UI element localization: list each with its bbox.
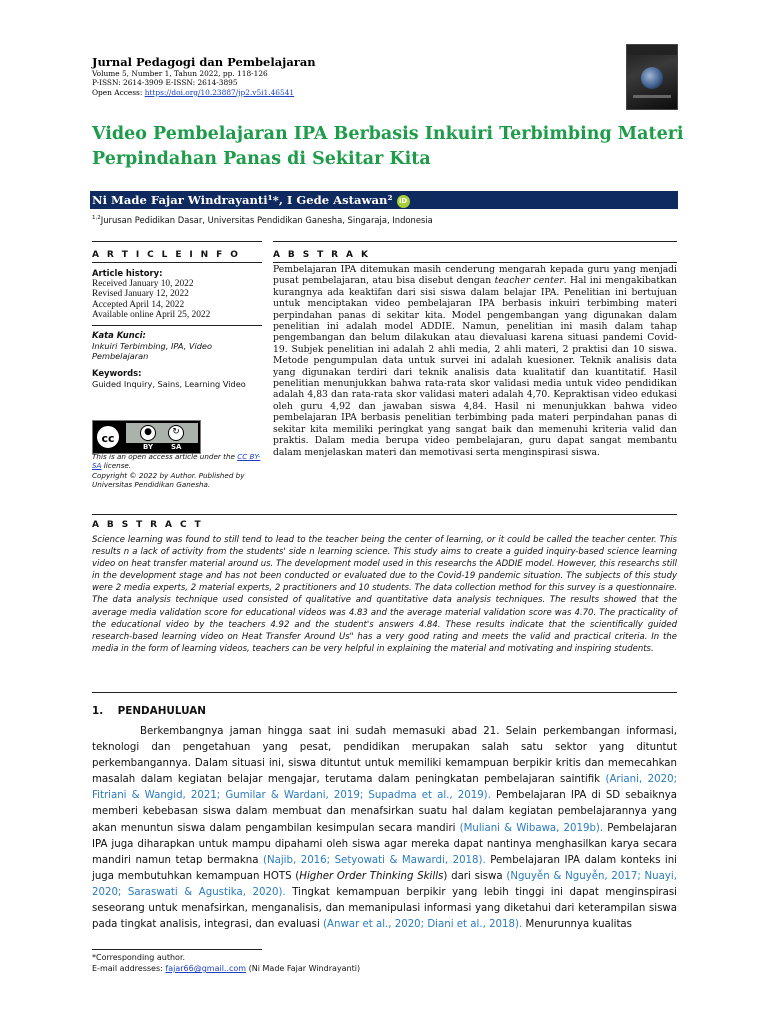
journal-cover-image <box>626 44 678 110</box>
citation[interactable]: (Najib, 2016; Setyowati & Mawardi, 2018). <box>263 854 486 866</box>
section-heading: 1. PENDAHULUAN <box>92 705 206 717</box>
kata-kunci-label: Kata Kunci: <box>92 329 146 340</box>
affiliation-number: 1,2 <box>92 215 101 221</box>
footnote: *Corresponding author. E-mail addresses: fajar66@gmail..com (Ni Made Fajar Windrayanti) <box>92 952 677 974</box>
history-label: Article history: <box>92 268 163 278</box>
divider <box>273 262 677 263</box>
journal-name: Jurnal Pedagogi dan Pembelajaran <box>92 55 316 69</box>
citation[interactable]: (Ariani, 2020; Fitriani & Wangid, 2021; Gumilar & Wardani, 2019; Supadma et al., 2019). <box>92 774 678 802</box>
received-date: Received January 10, 2022 <box>92 279 194 289</box>
affiliation-text: Jurusan Pedidikan Dasar, Universitas Pendidikan Ganesha, Singaraja, Indonesia <box>100 214 433 225</box>
person-icon: ● <box>140 425 156 441</box>
accepted-date: Accepted April 14, 2022 <box>92 299 185 310</box>
journal-volume: Volume 5, Number 1, Tahun 2022, pp. 118-126 <box>92 69 268 78</box>
journal-issn: P-ISSN: 2614-3909 E-ISSN: 2614-3895 <box>92 78 238 88</box>
keywords: Guided Inquiry, Sains, Learning Video <box>92 379 246 390</box>
body-text: Berkembangnya jaman hingga saat ini sudah memasuki abad 21. Selain perkembangan informasi, teknologi dan pengetahuan yang pesat, pendidikan merupakan salah satu sektor yang dituntut perkembangannya. Dalam situasi ini, siswa dituntut untuk memiliki kemampuan berpikir kritis dan memecahkan masalah dalam kegiatan belajar mengajar, terutama dalam peningkatan pembelajaran saintifik (Ariani, 2020; Fitriani & Wangid, 2021; Gumilar & Wardani, 2019; Supadma et al., 2019). Pembelajaran IPA di SD sebaiknya memberi kebebasan siswa dalam membuat dan menafsirkan suatu hal dalam kegiatan pembelajarannya yang akan menuntun siswa dalam pengambilan kesimpulan secara mandiri (Muliani & Wibawa, 2019b). Pembelajaran IPA juga diharapkan untuk mampu dipahami oleh siswa agar mereka dapat nantinya menghasilkan karya secara mandiri namun tetap bermakna (Najib, 2016; Setyowati & Mawardi, 2018). Pembelajaran IPA dalam konteks ini juga membutuhkan kemampuan HOTS (Higher Order Thinking Skills) dari siswa (Nguyễn & Nguyễn, 2017; Nuayi, 2020; Saraswati & Agustika, 2020). Tingkat kemampuan berpikir yang lebih tinggi ini dapat menginspirasi seseorang untuk menafsirkan, menganalisis, dan memanipulasi informasi yang diketahui dari keterampilan siswa pada tingkat analisis, integrasi, dan evaluasi (Anwar et al., 2020; Diani et al., 2018). Menurunnya kualitas <box>92 726 678 931</box>
divider <box>92 241 262 242</box>
revised-date: Revised January 12, 2022 <box>92 289 189 300</box>
corresponding-author: *Corresponding author. <box>92 953 186 962</box>
abstrak-text: Pembelajaran IPA ditemukan masih cenderung mengarah kepada guru yang menjadi pusat pembelajaran, atau bisa disebut dengan teacher center. Hal ini mengakibatkan kurangnya ada keaktifan dari sisi siswa dalam belajar IPA. Penelitian ini bertujuan untuk menciptakan video pembelajaran IPA berbasis inkuiri terbimbing materi perpindahan panas di sekitar kita. Model pengembangan yang digunakan dalam penelitian ini adalah model ADDIE. Namun, penelitian ini masih dalam tahap pengembangan dan belum dilakukan atau dievaluasi karena situasi pandemi Covid-19. Subjek penelitian ini adalah 2 ahli media, 2 ahli materi, 2 praktisi dan 10 siswa. Metode pengumpulan data untuk survei ini adalah kuesioner. Teknik analisis data yang digunakan terdiri dari teknik analisis data kualitatif dan kuantitatif. Hasil penelitian menunjukkan bahwa rata-rata skor validasi media untuk video pendidikan adalah 4,83 dan rata-rata skor validasi materi adalah 4,70. Kepraktisan video edukasi oleh guru 4,92 dan jawaban siswa 4,84. Hasil ni menunjukkan bahwa video pembelajaran IPA berbasis penelitian terbimbing pada materi perpindahan panas di sekitar kita memiliki peringkat yang sangat baik dan memenuhi kriteria valid dan praktis. Dalam media berupa video pembelajaran, guru dapat sangat membantu dalam menjelaskan materi dan memotivasi serta menginspirasi siswa. <box>273 264 677 458</box>
affiliation <box>92 213 682 226</box>
author-names: Ni Made Fajar Windrayanti¹*, I Gede Astawan² <box>92 193 393 207</box>
abstract-heading: A B S T R A C T <box>92 520 204 530</box>
license-note: This is an open access article under the CC BY-SA license. Copyright © 2022 by Author. Published by Universitas Pendidikan Ganesha. <box>92 452 261 490</box>
journal-header <box>92 56 612 97</box>
abstrak-heading: A B S T R A K <box>273 250 371 260</box>
keywords-label: Keywords: <box>92 368 142 379</box>
divider <box>92 262 262 263</box>
journal-open-access <box>92 88 612 97</box>
cc-by-sa-badge[interactable] <box>92 420 201 454</box>
kata-kunci: Inkuiri Terbimbing, IPA, Video Pembelajaran <box>92 340 212 362</box>
divider <box>92 514 677 515</box>
by-label: BY <box>143 443 154 451</box>
share-alike-icon: ↻ <box>168 425 184 441</box>
footnote-divider <box>92 949 262 950</box>
license-link[interactable]: CC BY-SA <box>92 452 261 471</box>
copyright: Copyright © 2022 by Author. Published by Universitas Pendidikan Ganesha. <box>92 470 245 490</box>
author-bar <box>90 191 678 209</box>
article-title: Video Pembelajaran IPA Berbasis Inkuiri Terbimbing Materi Perpindahan Panas di Sekitar Kita <box>92 124 684 169</box>
citation[interactable]: (Nguyễn & Nguyễn, 2017; Nuayi, 2020; Saraswati & Agustika, 2020). <box>92 870 677 898</box>
citation[interactable]: (Anwar et al., 2020; Diani et al., 2018). <box>323 919 523 931</box>
divider <box>273 241 677 242</box>
online-date: Available online April 25, 2022 <box>92 310 211 321</box>
orcid-icon[interactable]: iD <box>397 195 410 208</box>
article-info-heading: A R T I C L E I N F O <box>92 250 241 260</box>
sa-label: SA <box>171 443 182 451</box>
open-access-label: Open Access: <box>92 87 145 97</box>
doi-link[interactable]: https://doi.org/10.23887/jp2.v5i1.46541 <box>144 87 295 97</box>
abstract-text: Science learning was found to still tend to lead to the teacher being the center of learning, or it could be called the teacher center. This results n a lack of activity from the students' side n learning science. This study aims to create a guided inquiry-based science learning video on heat transfer material around us. The development model used in this researchs the ADDIE model. However, this researchs still in the development stage and has not been conducted or evaluated due to the Covid-19 pandemic situation. The subjects of this study were 2 media experts, 2 material experts, 2 practitioners and 10 students. The data collection method for this survey is a questionnaire. The data analysis technique used consisted of qualitative and quantitative data analysis techniques. The results showed that the average media validation score for educational videos was 4.83 and the average material validation score was 4.70. The practicality of the educational video by the teachers 4.92 and the student's answers 4.84. These results indicate that the scientifically guided research-based learning video on Heat Transfer Around Us" has a very good rating and meets the valid and practical criteria. In the media in the form of learning videos, teachers can be very helpful in explaining the material and motivating and inspiring students. <box>92 535 677 654</box>
divider <box>92 692 677 693</box>
divider <box>92 325 262 326</box>
cc-icon: cc <box>95 424 121 450</box>
citation[interactable]: (Muliani & Wibawa, 2019b). <box>459 822 604 834</box>
email-link[interactable]: fajar66@gmail..com <box>165 964 247 973</box>
article-info <box>92 268 262 390</box>
